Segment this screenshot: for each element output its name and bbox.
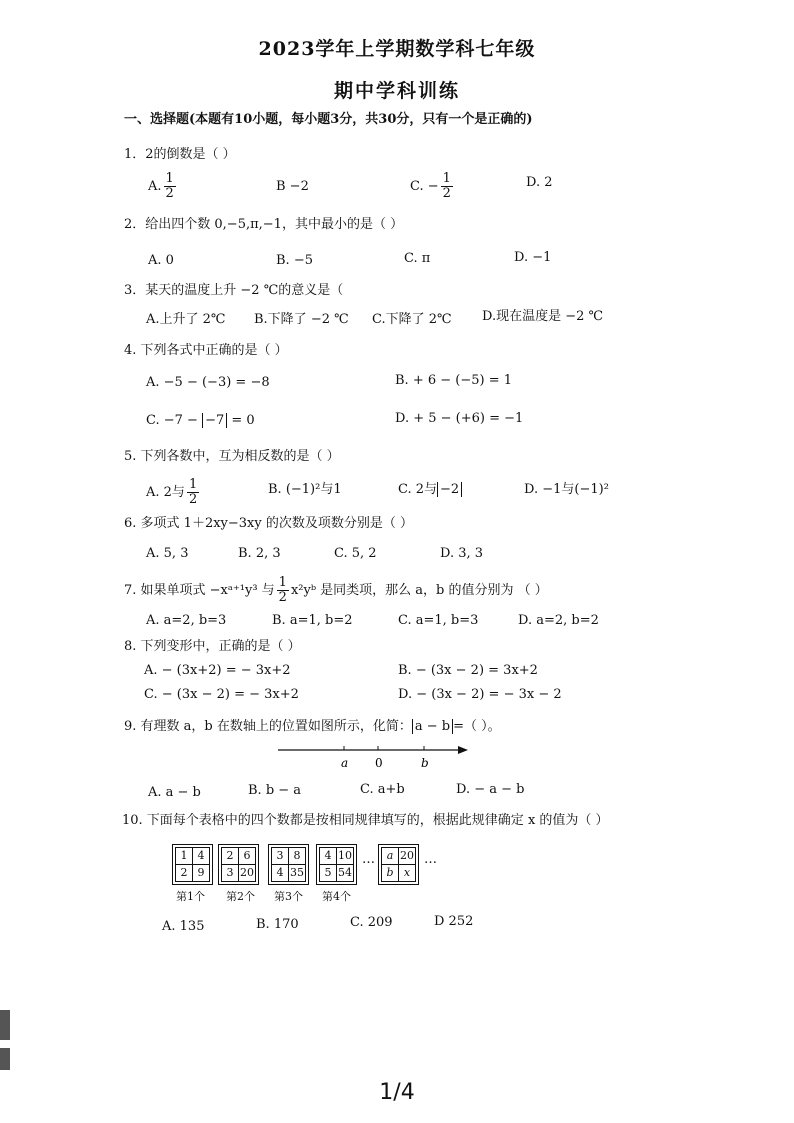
axis-label-b: b [421, 756, 429, 770]
cell: 4 [272, 865, 289, 882]
q9-option-b: B. b − a [248, 783, 302, 798]
q10-option-a: A. 135 [162, 919, 205, 934]
pattern-table-4 [316, 844, 357, 885]
q1-option-a: A. $\frac{1}{2}$ [148, 171, 174, 201]
cell: 6 [239, 848, 256, 865]
ellipsis: … [362, 852, 375, 867]
scan-edge [0, 1048, 10, 1070]
cell: b [382, 865, 399, 882]
cell: 35 [289, 865, 306, 882]
number-line [278, 740, 468, 770]
cell: 54 [337, 865, 354, 882]
q3-option-d: D.现在温度是 −2 ℃ [482, 309, 604, 324]
cell: 1 [176, 848, 193, 865]
cell: 10 [337, 848, 354, 865]
q9-stem: 9. 有理数 a，b 在数轴上的位置如图所示，化简： a − b =（ ）。 [124, 719, 501, 734]
q6-stem: 6. 多项式 1＋2xy−3xy 的次数及项数分别是（ ） [124, 516, 413, 531]
cell: 3 [222, 865, 239, 882]
cell: 3 [272, 848, 289, 865]
q4-option-b: B. + 6 − (−5) = 1 [395, 373, 513, 388]
q3-option-a: A.上升了 2℃ [146, 312, 226, 327]
cell: 20 [399, 848, 416, 865]
cell: 2 [176, 865, 193, 882]
q8-option-c: C. − (3x − 2) = − 3x+2 [144, 687, 299, 702]
q10-stem: 10. 下面每个表格中的四个数都是按相同规律填写的，根据此规律确定 x 的值为（ ） [122, 813, 609, 828]
q4-stem: 4. 下列各式中正确的是（ ） [124, 343, 288, 358]
q8-option-a: A. − (3x+2) = − 3x+2 [144, 663, 291, 678]
table-label: 第2个 [226, 890, 255, 903]
cell: a [382, 848, 399, 865]
axis-label-zero: 0 [375, 756, 383, 770]
q1-option-c: C. − $\frac{1}{2}$ [410, 171, 451, 201]
q7-option-c: C. a=1, b=3 [398, 613, 479, 628]
pattern-table-2 [218, 844, 259, 885]
q8-option-d: D. − (3x − 2) = − 3x − 2 [398, 687, 562, 702]
q5-option-a: A. 2与 $\frac{1}{2}$ [146, 477, 198, 507]
q2-option-d: D. −1 [514, 250, 552, 265]
page-number: 1/4 [379, 1080, 415, 1105]
q9-option-a: A. a − b [148, 785, 201, 800]
q4-option-d: D. + 5 − (+6) = −1 [395, 411, 524, 426]
q5-option-d: D. −1与(−1)² [524, 482, 609, 497]
q1-stem: 1．2的倒数是（ ） [124, 147, 236, 162]
axis-label-a: a [341, 756, 349, 770]
ellipsis: … [424, 852, 437, 867]
q2-option-a: A. 0 [148, 253, 174, 268]
scan-edge [0, 1010, 10, 1040]
q5-option-c: C. 2与 −2 [398, 481, 462, 499]
q3-stem: 3．某天的温度上升 −2 ℃的意义是（ [124, 283, 344, 298]
pattern-table-3 [268, 844, 309, 885]
cell: 8 [289, 848, 306, 865]
table-label: 第3个 [274, 890, 303, 903]
q8-option-b: B. − (3x − 2) = 3x+2 [398, 663, 538, 678]
q6-option-c: C. 5, 2 [334, 546, 377, 561]
q8-stem: 8. 下列变形中，正确的是（ ） [124, 639, 301, 654]
q7-option-b: B. a=1, b=2 [272, 613, 353, 628]
table-label: 第1个 [176, 890, 205, 903]
cell: 5 [320, 865, 337, 882]
cell: 4 [320, 848, 337, 865]
q2-option-b: B. −5 [276, 253, 313, 268]
q7-option-a: A. a=2, b=3 [146, 613, 227, 628]
q4-option-a: A. −5 − (−3) = −8 [146, 375, 270, 390]
q3-option-b: B.下降了 −2 ℃ [254, 312, 349, 327]
q7-option-d: D. a=2, b=2 [518, 613, 599, 628]
q10-option-b: B. 170 [256, 917, 299, 932]
exam-subtitle: 期中学科训练 [333, 80, 460, 102]
q9-option-c: C. a+b [360, 782, 405, 797]
q7-stem: 7. 如果单项式 −xᵃ⁺¹y³ 与 $\frac{1}{2}$ x²yᵇ 是同类项，那么 a，b 的值分别为 （ ） [124, 575, 548, 605]
pattern-table-n [378, 844, 419, 885]
q6-option-a: A. 5, 3 [146, 546, 189, 561]
q2-stem: 2．给出四个数 0,−5,π,−1，其中最小的是（ ） [124, 217, 404, 232]
q5-stem: 5. 下列各数中，互为相反数的是（ ） [124, 449, 340, 464]
q6-option-d: D. 3, 3 [440, 546, 484, 561]
q1-option-d: D. 2 [526, 175, 553, 190]
cell: 9 [193, 865, 210, 882]
cell: x [399, 865, 416, 882]
q2-option-c: C. π [404, 251, 431, 266]
table-label: 第4个 [322, 890, 351, 903]
q1-option-b: B −2 [276, 179, 309, 194]
cell: 4 [193, 848, 210, 865]
q3-option-c: C.下降了 2℃ [372, 312, 452, 327]
section-heading: 一、选择题(本题有10小题，每小题3分，共30分，只有一个是正确的) [124, 112, 533, 127]
pattern-table-1 [172, 844, 213, 885]
q10-option-c: C. 209 [350, 915, 393, 930]
q9-option-d: D. − a − b [456, 782, 525, 797]
exam-title: 2023学年上学期数学科七年级 [258, 38, 536, 60]
cell: 20 [239, 865, 256, 882]
cell: 2 [222, 848, 239, 865]
q5-option-b: B. (−1)²与1 [268, 482, 342, 497]
q10-option-d: D 252 [434, 914, 474, 929]
q4-option-c: C. −7 − −7 = 0 [146, 413, 255, 428]
q6-option-b: B. 2, 3 [238, 546, 281, 561]
